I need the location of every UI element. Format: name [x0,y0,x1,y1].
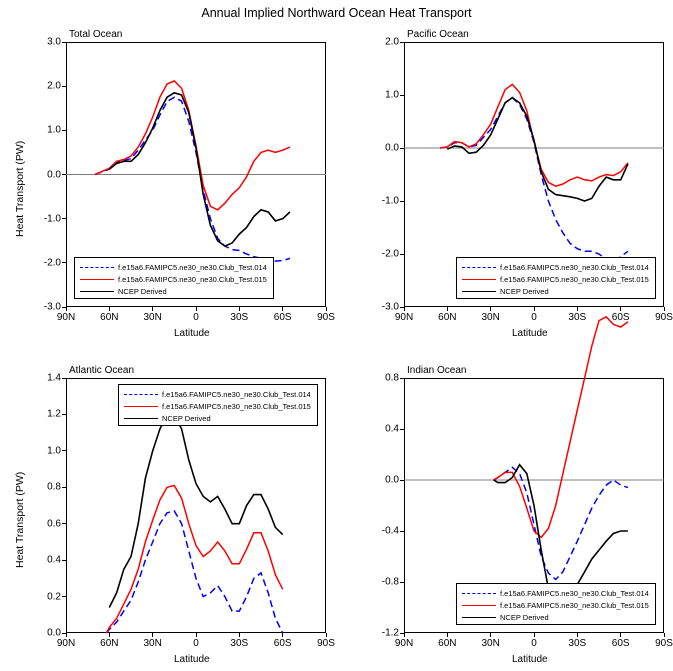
y-tick-label: -1.0 [43,213,61,225]
y-tick-label: -1.0 [381,195,399,207]
y-tick-label: 1.0 [47,445,61,457]
x-tick-label: 30N [481,312,500,323]
legend [456,583,656,625]
legend-label: f.e15a6.FAMIPC5.ne30_ne30.Club_Test.014 [500,588,649,598]
x-tick-label: 60N [438,638,457,649]
x-tick-label: 30N [481,638,500,649]
x-tick-label: 90S [655,312,673,323]
x-tick-label: 60S [611,638,630,649]
legend-line-swatch [462,593,496,594]
y-tick-label: -2.0 [43,257,61,269]
y-tick-label: -1.2 [381,627,399,639]
y-tick-label: 0.4 [47,554,61,566]
panel-title: Atlantic Ocean [69,365,135,376]
x-axis-label: Latitude [512,328,548,339]
figure-title: Annual Implied Northward Ocean Heat Transport [201,6,472,20]
y-tick-label: -0.4 [381,525,399,537]
panel-title: Pacific Ocean [407,29,469,40]
y-tick-label: 0.0 [47,169,61,180]
legend-label: NCEP Derived [500,612,549,622]
x-axis-label: Latitude [174,654,210,665]
legend-label: f.e15a6.FAMIPC5.ne30_ne30.Club_Test.015 [162,401,311,411]
y-tick-label: 1.0 [385,89,399,101]
y-tick-label: 1.0 [47,124,61,136]
legend-label: NCEP Derived [162,413,211,423]
x-tick-label: 90S [317,638,335,649]
legend-label: f.e15a6.FAMIPC5.ne30_ne30.Club_Test.014 [118,262,267,272]
x-tick-label: 0 [531,638,537,649]
y-tick-label: -3.0 [381,301,399,313]
x-tick-label: 90S [655,638,673,649]
y-tick-label: -2.0 [381,248,399,260]
panel-title: Indian Ocean [407,365,467,376]
x-tick-label: 60S [273,312,292,323]
x-tick-label: 90N [394,312,414,323]
data-series-line [494,317,628,538]
legend-item [457,611,655,623]
x-tick-label: 90S [317,312,335,323]
x-tick-label: 30S [230,638,249,649]
x-tick-label: 30S [568,312,587,323]
x-tick-label: 30S [568,638,587,649]
panel-title: Total Ocean [69,29,123,40]
y-axis-label: Heat Transport (PW) [14,140,26,237]
y-tick-label: 0.0 [385,142,399,154]
legend-label: f.e15a6.FAMIPC5.ne30_ne30.Club_Test.015 [118,274,267,284]
y-tick-label: 0.2 [47,591,61,603]
x-tick-label: 30N [143,312,162,323]
x-tick-label: 0 [193,638,199,649]
legend-label: f.e15a6.FAMIPC5.ne30_ne30.Club_Test.015 [500,274,649,284]
y-tick-label: 0.8 [47,481,61,493]
y-tick-label: 0.4 [385,423,399,435]
x-tick-label: 60N [100,638,119,649]
legend-line-swatch [462,617,496,618]
legend-item [457,587,655,599]
legend-label: NCEP Derived [118,286,167,296]
x-tick-label: 0 [193,312,199,323]
y-tick-label: 0.6 [47,518,61,530]
y-tick-label: 1.4 [47,372,61,384]
x-axis-label: Latitude [174,328,210,339]
legend-line-swatch [462,605,496,606]
y-tick-label: 2.0 [385,36,399,48]
y-tick-label: -0.8 [381,576,399,588]
x-tick-label: 30N [143,638,162,649]
legend-label: NCEP Derived [500,286,549,296]
x-tick-label: 60S [273,638,292,649]
x-tick-label: 30S [230,312,249,323]
legend-label: f.e15a6.FAMIPC5.ne30_ne30.Club_Test.015 [500,600,649,610]
legend-item [457,599,655,611]
x-tick-label: 60S [611,312,630,323]
y-tick-label: -3.0 [43,301,61,313]
y-tick-label: 1.2 [47,408,61,420]
y-tick-label: 0.8 [385,372,399,384]
x-tick-label: 0 [531,312,537,323]
legend-label: f.e15a6.FAMIPC5.ne30_ne30.Club_Test.014 [500,262,649,272]
x-tick-label: 90N [56,638,76,649]
y-axis-label: Heat Transport (PW) [14,471,26,568]
y-tick-label: 0.0 [47,627,61,639]
y-tick-label: 3.0 [47,36,61,48]
y-tick-label: 0.0 [385,474,399,486]
x-tick-label: 60N [100,312,119,323]
legend-label: f.e15a6.FAMIPC5.ne30_ne30.Club_Test.014 [162,389,311,399]
x-tick-label: 90N [394,638,414,649]
y-tick-label: 2.0 [47,80,61,92]
x-tick-label: 90N [56,312,76,323]
x-axis-label: Latitude [512,654,548,665]
x-tick-label: 60N [438,312,457,323]
